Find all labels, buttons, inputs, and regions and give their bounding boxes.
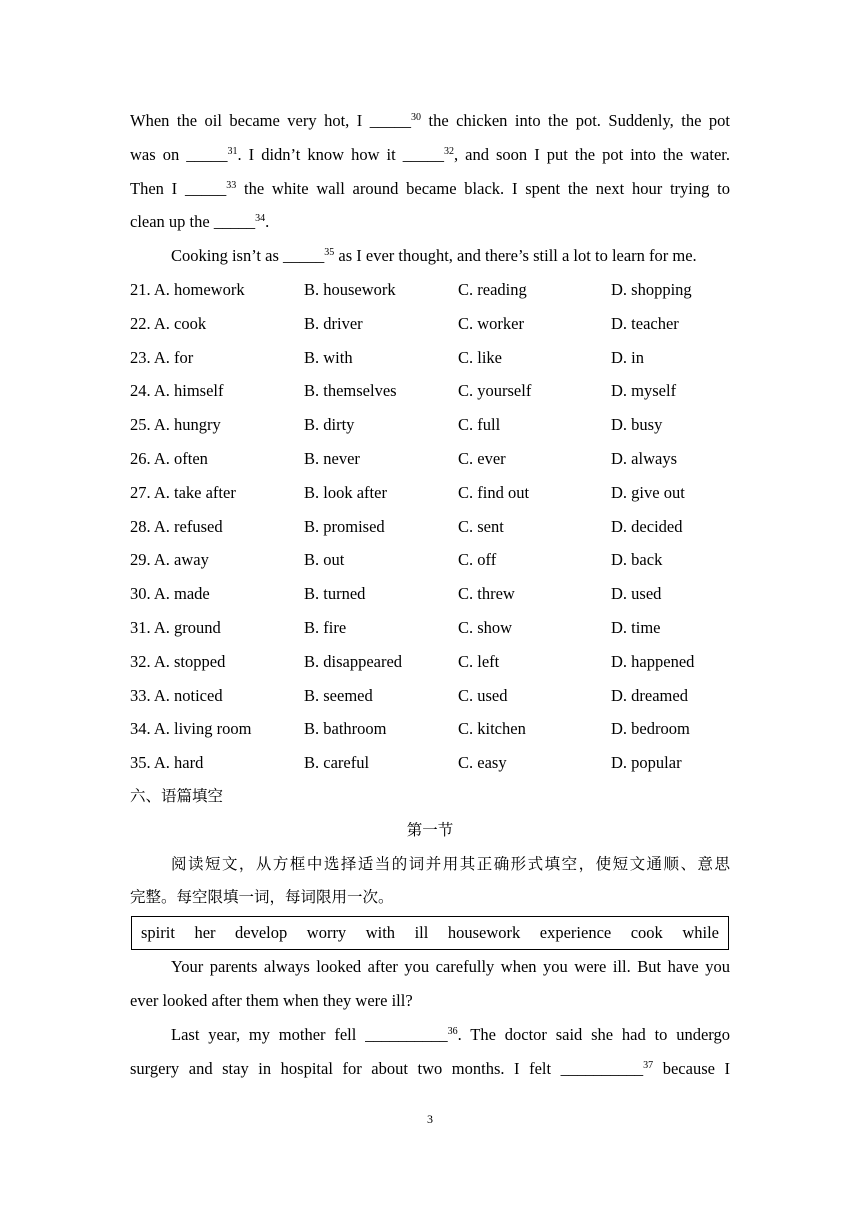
question-row bbox=[130, 611, 730, 645]
option-a: 28. A. refused bbox=[130, 516, 223, 536]
option-d: D. decided bbox=[611, 516, 683, 536]
page-number: 3 bbox=[427, 1112, 433, 1126]
option-a: 29. A. away bbox=[130, 550, 209, 570]
cloze-passage bbox=[130, 104, 730, 273]
option-c: C. sent bbox=[458, 516, 504, 536]
option-a: 26. A. often bbox=[130, 448, 208, 468]
option-b: B. never bbox=[304, 448, 360, 468]
question-row bbox=[130, 341, 730, 375]
option-c: C. like bbox=[458, 347, 502, 367]
word-box-item: cook bbox=[630, 923, 663, 943]
word-box bbox=[131, 916, 729, 950]
instruction-line: 阅读短文，从方框中选择适当的词并用其正确形式填空，使短文通顺、意思 bbox=[171, 854, 730, 873]
passage-line: Cooking isn’t as _____$^{35}$ as I ever thought, and there’s still a lot to learn for me. bbox=[171, 246, 697, 266]
instruction-line: 完整。每空限填一词，每词限用一次。 bbox=[130, 888, 394, 907]
option-b: B. with bbox=[304, 347, 353, 367]
option-c: C. off bbox=[458, 550, 497, 570]
document-page bbox=[130, 104, 730, 1085]
blank-number: 34 bbox=[255, 213, 266, 225]
word-box-item: experience bbox=[539, 923, 612, 943]
option-a: 35. A. hard bbox=[130, 753, 204, 773]
word-box-item: while bbox=[682, 923, 719, 943]
option-c: C. worker bbox=[458, 313, 524, 333]
option-d: D. in bbox=[611, 347, 644, 367]
option-b: B. dirty bbox=[304, 415, 355, 435]
blank-number: 35 bbox=[324, 247, 335, 259]
question-row bbox=[130, 476, 730, 510]
paragraph-line: Your parents always looked after you carefully when you were ill. But have you bbox=[171, 957, 730, 977]
question-row bbox=[130, 374, 730, 408]
word-box-item: her bbox=[194, 923, 216, 943]
option-c: C. threw bbox=[458, 584, 515, 604]
section-subheading: 第一节 bbox=[406, 820, 454, 839]
question-row bbox=[130, 442, 730, 476]
word-box-item: spirit bbox=[141, 923, 175, 943]
blank-number: 37 bbox=[643, 1059, 654, 1071]
word-box-item: ill bbox=[414, 923, 429, 943]
word-box-item: develop bbox=[235, 923, 288, 943]
option-c: C. reading bbox=[458, 279, 527, 299]
question-row bbox=[130, 510, 730, 544]
question-row bbox=[130, 679, 730, 713]
passage-line: When the oil became very hot, I _____$^{30}$ the chicken into the pot. Suddenly, the pot bbox=[130, 111, 730, 130]
option-a: 27. A. take after bbox=[130, 482, 236, 502]
option-b: B. driver bbox=[304, 313, 363, 333]
question-row bbox=[130, 543, 730, 577]
question-row bbox=[130, 273, 730, 307]
word-box-item: with bbox=[365, 923, 396, 943]
word-box-item: housework bbox=[447, 923, 521, 943]
option-b: B. turned bbox=[304, 584, 366, 604]
option-a: 30. A. made bbox=[130, 584, 210, 604]
question-row bbox=[130, 307, 730, 341]
option-b: B. look after bbox=[304, 482, 387, 502]
section-heading: 六、语篇填空 bbox=[130, 786, 224, 805]
blank-number: 32 bbox=[443, 145, 454, 157]
option-b: B. disappeared bbox=[304, 651, 403, 671]
paragraph-line: Last year, my mother fell __________$^{36}$. The doctor said she had to undergo bbox=[171, 1024, 730, 1044]
option-c: C. find out bbox=[458, 482, 530, 502]
option-c: C. show bbox=[458, 617, 513, 637]
option-b: B. seemed bbox=[304, 685, 373, 705]
options-list bbox=[130, 273, 730, 780]
passage-line: clean up the _____$^{34}$. bbox=[130, 212, 270, 232]
blank-number: 33 bbox=[226, 179, 237, 191]
option-d: D. happened bbox=[611, 651, 695, 671]
option-d: D. busy bbox=[611, 415, 663, 435]
option-a: 31. A. ground bbox=[130, 617, 221, 637]
paragraph-line: surgery and stay in hospital for about two months. I felt __________$^{37}$ because I bbox=[130, 1058, 730, 1078]
option-b: B. out bbox=[304, 550, 345, 570]
option-b: B. careful bbox=[304, 753, 370, 773]
option-c: C. yourself bbox=[458, 381, 532, 401]
option-b: B. bathroom bbox=[304, 719, 387, 739]
option-a: 32. A. stopped bbox=[130, 651, 226, 671]
option-d: D. popular bbox=[611, 753, 682, 773]
question-row bbox=[130, 746, 730, 780]
passage-line: Then I _____$^{33}$ the white wall around became black. I spent the next hour trying to bbox=[130, 178, 730, 198]
question-row bbox=[130, 577, 730, 611]
option-a: 33. A. noticed bbox=[130, 685, 223, 705]
blank-number: 31 bbox=[227, 145, 238, 157]
blank-number: 30 bbox=[411, 112, 421, 123]
option-d: D. teacher bbox=[611, 313, 679, 333]
option-b: B. housework bbox=[304, 279, 396, 299]
option-c: C. ever bbox=[458, 448, 506, 468]
option-a: 23. A. for bbox=[130, 347, 194, 367]
option-d: D. give out bbox=[611, 482, 685, 502]
blank-number: 36 bbox=[447, 1025, 458, 1037]
option-c: C. used bbox=[458, 685, 508, 705]
option-a: 25. A. hungry bbox=[130, 415, 221, 435]
option-a: 22. A. cook bbox=[130, 313, 207, 333]
option-b: B. promised bbox=[304, 516, 385, 536]
option-b: B. fire bbox=[304, 617, 347, 637]
option-d: D. shopping bbox=[611, 279, 692, 299]
option-a: 21. A. homework bbox=[130, 279, 245, 299]
option-a: 34. A. living room bbox=[130, 719, 252, 739]
passage-line: was on _____$^{31}$. I didn’t know how it _____$^{32}$, and soon I put the pot into the water. bbox=[130, 144, 730, 164]
word-box-item: worry bbox=[306, 923, 347, 943]
option-d: D. used bbox=[611, 584, 662, 604]
option-b: B. themselves bbox=[304, 381, 397, 401]
question-row bbox=[130, 408, 730, 442]
option-c: C. left bbox=[458, 651, 500, 671]
question-row bbox=[130, 645, 730, 679]
option-d: D. always bbox=[611, 448, 677, 468]
option-c: C. full bbox=[458, 415, 501, 435]
option-d: D. back bbox=[611, 550, 663, 570]
option-d: D. time bbox=[611, 617, 661, 637]
option-d: D. bedroom bbox=[611, 719, 690, 739]
question-row bbox=[130, 712, 730, 746]
option-d: D. myself bbox=[611, 381, 677, 401]
option-c: C. kitchen bbox=[458, 719, 526, 739]
option-a: 24. A. himself bbox=[130, 381, 224, 401]
option-d: D. dreamed bbox=[611, 685, 688, 705]
option-c: C. easy bbox=[458, 753, 507, 773]
paragraph-line: ever looked after them when they were ill? bbox=[130, 990, 413, 1010]
